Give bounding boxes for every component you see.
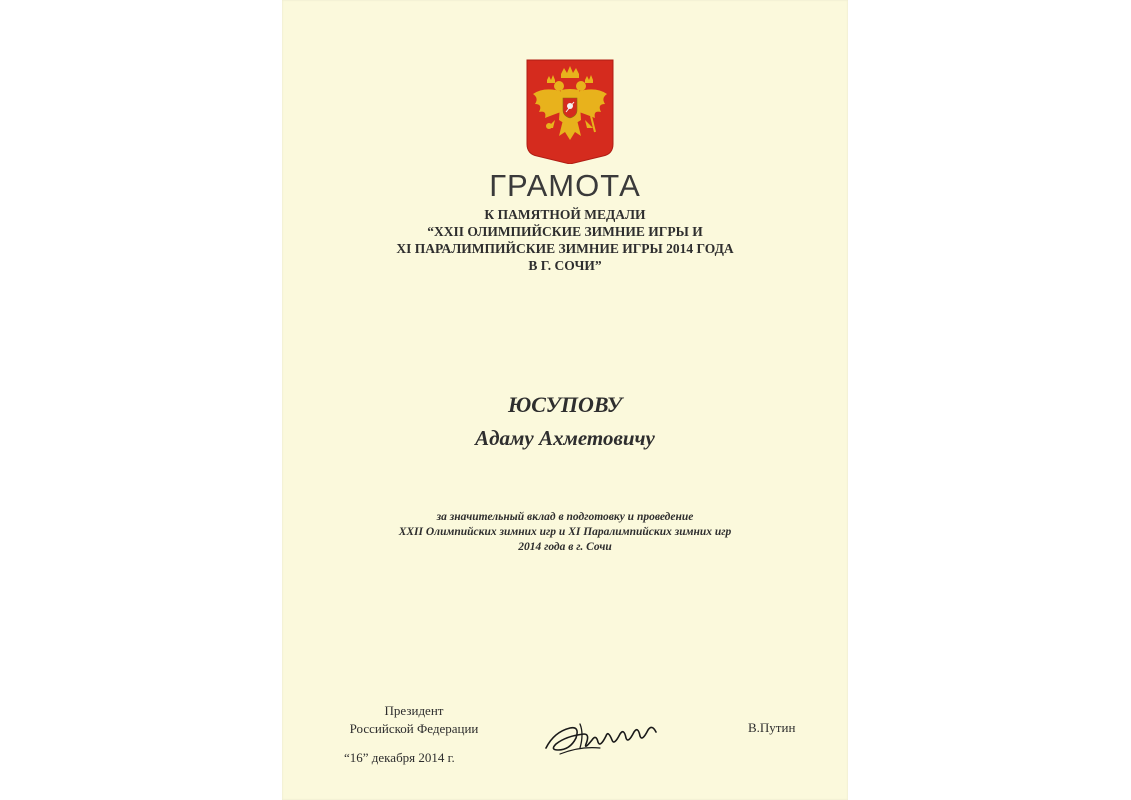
subtitle-line: “XXII ОЛИМПИЙСКИЕ ЗИМНИЕ ИГРЫ И <box>427 224 703 239</box>
award-reason <box>282 510 848 555</box>
reason-line: за значительный вклад в подготовку и проведение <box>436 511 694 523</box>
document-subtitle <box>282 206 848 274</box>
position-line: Президент <box>384 703 444 718</box>
reason-line: XXII Олимпийских зимних игр и XI Паралимпийских зимних игр <box>398 526 732 538</box>
issue-date: “16” декабря 2014 г. <box>344 750 455 765</box>
position-line: Российской Федерации <box>349 721 479 736</box>
russian-coat-of-arms-icon <box>525 58 615 164</box>
document-title: ГРАМОТА <box>489 168 641 203</box>
reason-line: 2014 года в г. Сочи <box>518 541 612 553</box>
subtitle-line: К ПАМЯТНОЙ МЕДАЛИ <box>484 207 646 222</box>
recipient-given-names: Адаму Ахметовичу <box>475 426 655 450</box>
recipient-surname: ЮСУПОВУ <box>507 392 623 417</box>
subtitle-line: XI ПАРАЛИМПИЙСКИЕ ЗИМНИЕ ИГРЫ 2014 ГОДА <box>396 241 734 256</box>
handwritten-signature <box>540 710 670 758</box>
signatory-position <box>334 702 494 738</box>
subtitle-line: В Г. СОЧИ” <box>528 258 602 273</box>
certificate-sheet <box>282 0 848 800</box>
signatory-name: В.Путин <box>748 720 796 735</box>
